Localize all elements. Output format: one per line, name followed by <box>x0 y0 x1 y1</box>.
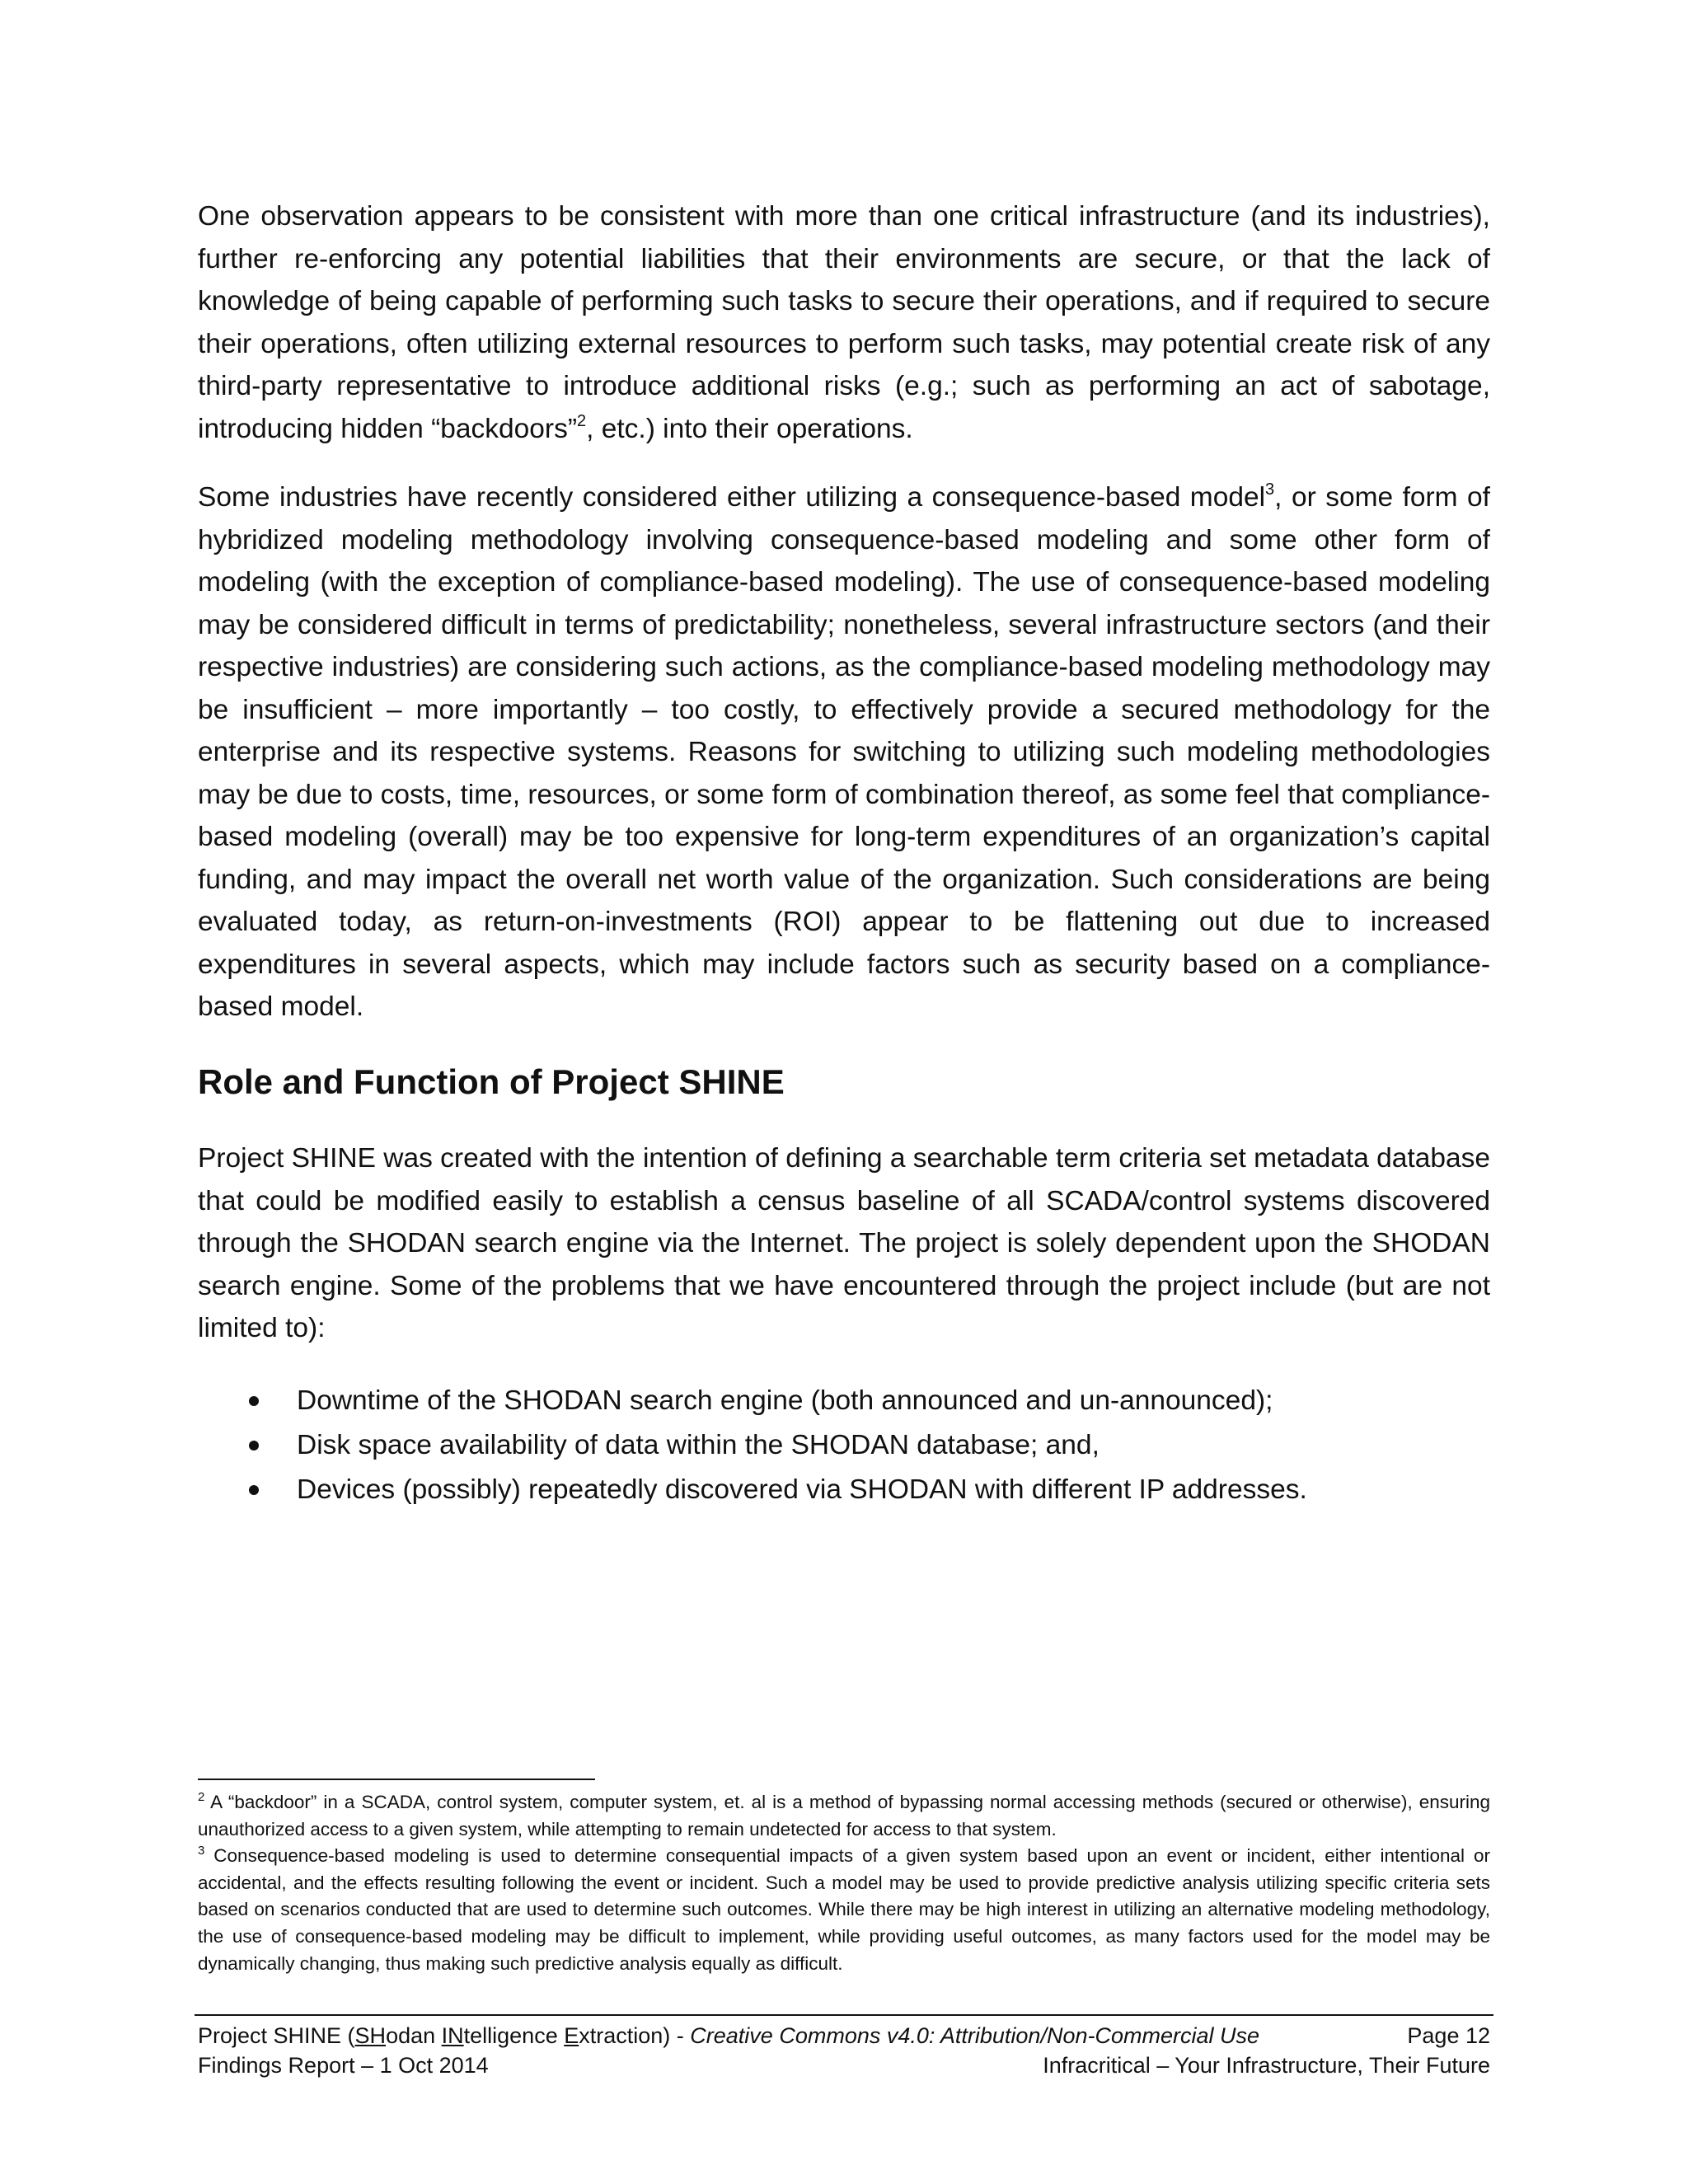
paragraph-1-text-end: , etc.) into their operations. <box>586 413 913 444</box>
list-item-text: Disk space availability of data within the SHODAN database; and, <box>297 1430 1100 1460</box>
footer-report-date: Findings Report – 1 Oct 2014 <box>198 2053 489 2078</box>
footnote-separator <box>198 1779 595 1780</box>
footer-line-1 <box>198 2021 1490 2050</box>
list-item <box>198 1379 1490 1423</box>
footnote-ref-3[interactable]: 3 <box>1265 480 1275 499</box>
footer-title-part: telligence <box>463 2023 565 2048</box>
paragraph-3: Project SHINE was created with the intention of defining a searchable term criteria set metadata database that could be modified easily to establish a census baseline of all SCADA/control systems discovered through the SHODAN search engine via the Internet. The project is solely dependent upon the SHODAN search engine. Some of the problems that we have encountered through the project include (but are not limited to): <box>198 1143 1490 1343</box>
footer-separator <box>195 2014 1493 2016</box>
footer-project-title <box>198 2023 1259 2048</box>
paragraph-2 <box>198 476 1490 1029</box>
list-item <box>198 1423 1490 1468</box>
paragraph-2-text-end: , or some form of hybridized modeling methodology involving consequence-based modeling and some other form of modeling (with the exception of compliance-based modeling). The use of consequence-based modeling may be considered difficult in terms of predictability; nonetheless, several infrastructure sectors (and their respective industries) are considering such actions, as the compliance-based modeling methodology may be insufficient – more importantly – too costly, to effectively provide a secured methodology for the enterprise and its respective systems. Reasons for switching to utilizing such modeling methodologies may be due to costs, time, resources, or some form of combination thereof, as some feel that compliance-based modeling (overall) may be too expensive for long-term expenditures of an organization’s capital funding, and may impact the overall net worth value of the organization. Such considerations are being evaluated today, as return-on-investments (ROI) appear to be flattening out due to increased expenditures in several aspects, which may include factors such as security based on a compliance-based model. <box>198 482 1490 1022</box>
list-item <box>198 1468 1490 1512</box>
paragraph-2-text: Some industries have recently considered either utilizing a consequence-based model <box>198 482 1266 513</box>
footnote-text: Consequence-based modeling is used to determine consequential impacts of a given system based upon an event or incident, either intentional or accidental, and the effects resulting following the event or incident. Such a model may be used to provide predictive analysis utilizing specific criteria sets based on scenarios conducted that are used to determine such outcomes. While there may be high interest in utilizing an alternative modeling methodology, the use of consequence-based modeling may be difficult to implement, while providing useful outcomes, as many factors used for the model may be dynamically changing, thus making such predictive analysis equally as difficult. <box>198 1845 1490 1974</box>
footnote-number: 3 <box>198 1844 205 1858</box>
bullet-icon <box>249 1396 259 1406</box>
list-item-text: Downtime of the SHODAN search engine (both announced and un-announced); <box>297 1385 1273 1416</box>
footer-line-2 <box>198 2050 1490 2080</box>
bullet-icon <box>249 1441 259 1451</box>
bullet-icon <box>249 1485 259 1495</box>
footnote-3 <box>198 1843 1490 1977</box>
list-item-text: Devices (possibly) repeatedly discovered via SHODAN with different IP addresses. <box>297 1474 1307 1505</box>
footer-title-part: IN <box>441 2023 464 2048</box>
footer-title-part: E <box>564 2023 579 2048</box>
paragraph-1 <box>198 195 1490 450</box>
footnote-2 <box>198 1789 1490 1843</box>
footer-title-part: odan <box>386 2023 442 2048</box>
footer-license: Creative Commons v4.0: Attribution/Non-Commercial Use <box>690 2023 1260 2048</box>
section-heading: Role and Function of Project SHINE <box>198 1062 785 1101</box>
footnote-number: 2 <box>198 1790 205 1804</box>
footer-title-part: SH <box>354 2023 387 2048</box>
footer-title-part: xtraction) - <box>579 2023 691 2048</box>
footer-title-part: Project SHINE ( <box>198 2023 355 2048</box>
problem-list <box>198 1379 1490 1512</box>
footnote-text: A “backdoor” in a SCADA, control system, computer system, et. al is a method of bypassing normal accessing methods (secured or otherwise), ensuring unauthorized access to a given system, while attempting to remain undetected for access to that system. <box>198 1792 1490 1840</box>
paragraph-1-text: One observation appears to be consistent with more than one critical infrastructure (and its industries), further re-enforcing any potential liabilities that their environments are secure, or that the lack of knowledge of being capable of performing such tasks to secure their operations, and if required to secure their operations, often utilizing external resources to perform such tasks, may potential create risk of any third-party representative to introduce additional risks (e.g.; such as performing an act of sabotage, introducing hidden “backdoors” <box>198 201 1490 444</box>
footer-tagline: Infracritical – Your Infrastructure, Their Future <box>1043 2053 1490 2078</box>
page-number: Page 12 <box>1407 2023 1490 2048</box>
footnotes <box>198 1789 1490 1977</box>
footnote-ref-2[interactable]: 2 <box>576 411 587 430</box>
